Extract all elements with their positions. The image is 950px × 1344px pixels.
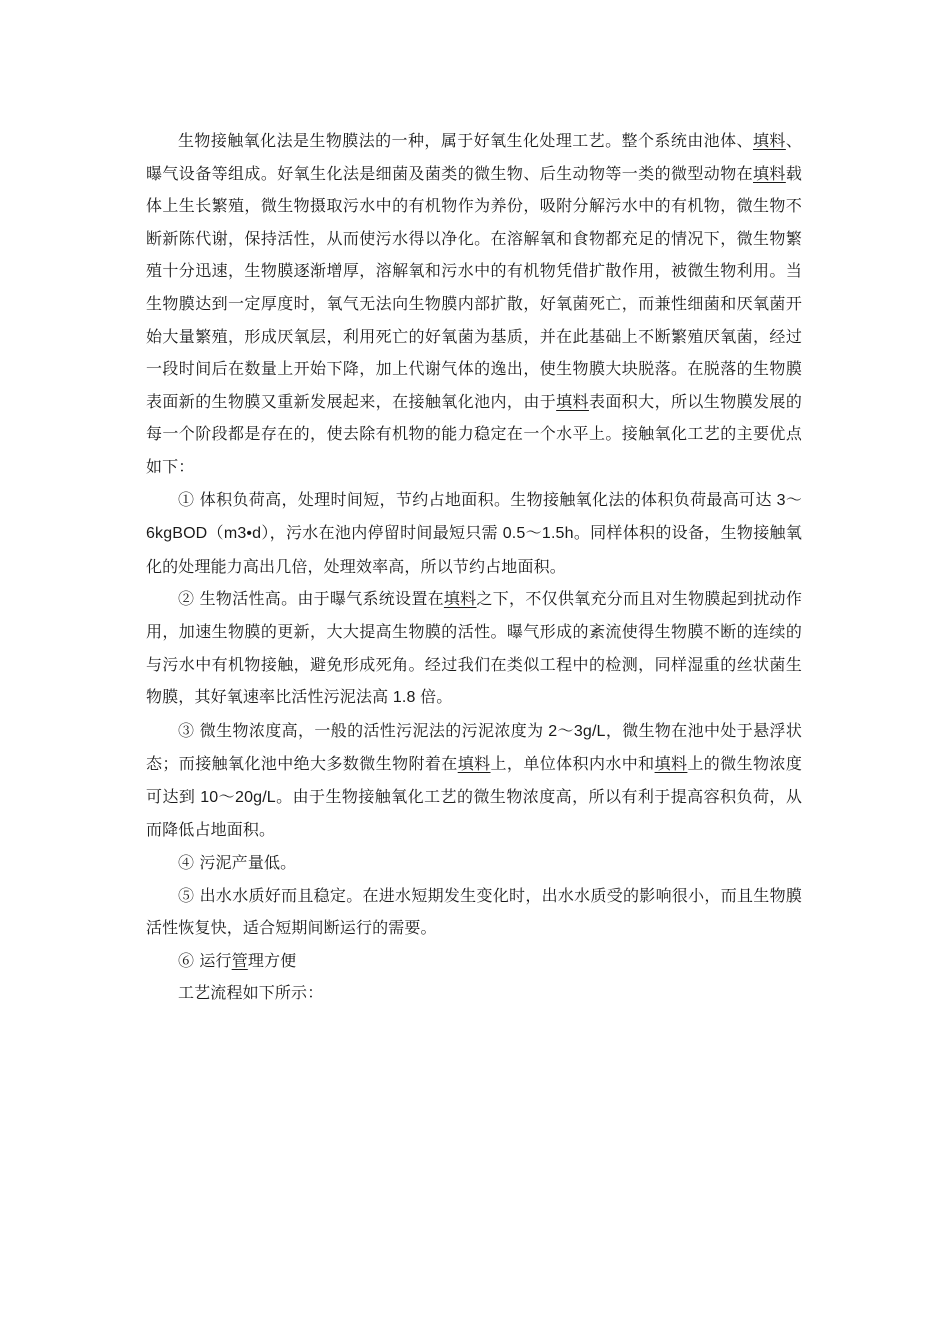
text-segment: 之下，不仅供氧充分而且对生物膜起到扰动作用，加速生物膜的更新，大大提高生物膜的活性。曝气形成的紊流使得生物膜不断的连续的与污水中有机物接触，避免形成死角。经过我们在类似工程中的检测，同样湿重的丝状菌生物膜，其好氧速率比活性污泥法高 (146, 589, 802, 707)
text-segment: 上，单位体积内水中和 (490, 754, 655, 774)
text-segment: ，污水在池内停留时间最短只需 (269, 523, 498, 543)
paragraph-process-flow-intro (146, 977, 802, 1010)
paragraph-advantage-1 (146, 484, 802, 584)
text-segment: 。由于生物接触氧化工艺的微生物浓度高，所以有利于提高容积负荷，从而降低占地面积。 (146, 786, 802, 840)
text-segment: 。同样体积的设备，生物接触氧化的处理能力高出几倍，处理效率高，所以节约占地面积。 (146, 523, 802, 576)
text-segment: 上的微生物浓度可达到 (146, 754, 802, 806)
underlined-term: 填料 (654, 754, 688, 774)
paragraph-advantage-5 (146, 880, 802, 945)
text-segment: 载体上生长繁殖，微生物摄取污水中的有机物作为养份，吸附分解污水中的有机物，微生物不断新陈代谢，保持活性，从而使污水得以净化。在溶解氧和食物都充足的情况下，微生物繁殖十分迅速，生物膜逐渐增厚，溶解氧和污水中的有机物凭借扩散作用，被微生物利用。当生物膜达到一定厚度时，氧气无法向生物膜内部扩散，好氧菌死亡，而兼性细菌和厌氧菌开始大量繁殖，形成厌氧层，利用死亡的好氧菌为基质，并在此基础上不断繁殖厌氧菌，经过一段时间后在数量上开始下降，加上代谢气体的逸出，使生物膜大块脱落。在脱落的生物膜表面新的生物膜又重新发展起来，在接触氧化池内，由于 (146, 163, 802, 411)
numeric-value: 0.5～1.5h (497, 525, 574, 543)
underlined-term: 填料 (752, 131, 786, 150)
text-segment: ④ 污泥产量低。 (178, 853, 297, 873)
underlined-term: 管 (231, 950, 248, 970)
text-segment: ⑥ 运行 (178, 950, 232, 970)
paragraph-advantage-6 (146, 945, 802, 978)
text-segment: 、曝气设备等组成。好氧生化法是细菌及菌类的微生物、后生动物等一类的微型动物在 (146, 131, 802, 183)
text-segment: ，微生物在池中处于悬浮状态；而接触氧化池中绝大多数微生物附着在 (146, 720, 802, 774)
underlined-term: 填料 (443, 589, 477, 609)
paragraph-intro (146, 125, 802, 484)
text-segment: 工艺流程如下所示： (178, 983, 324, 1003)
paragraph-advantage-4 (146, 847, 802, 880)
paragraph-advantage-3 (146, 715, 802, 847)
numeric-value: 2～3g/L (543, 722, 606, 740)
text-segment: ① 体积负荷高，处理时间短，节约占地面积。生物接触氧化法的体积负荷最高可达 (178, 489, 772, 509)
text-segment: 理方便 (247, 950, 297, 970)
text-segment: 倍。 (420, 687, 453, 707)
text-segment: ⑤ 出水水质好而且稳定。在进水短期发生变化时，出水水质受的影响很小，而且生物膜活性恢复快，适合短期间断运行的需要。 (146, 885, 802, 938)
numeric-value: 3～6kgBOD（m3•d） (146, 491, 802, 543)
numeric-value: 1.8 (388, 689, 421, 707)
underlined-term: 填料 (556, 391, 589, 411)
text-segment: ③ 微生物浓度高，一般的活性污泥法的污泥浓度为 (178, 720, 544, 740)
underlined-term: 填料 (753, 163, 786, 183)
paragraph-advantage-2 (146, 583, 802, 714)
underlined-term: 填料 (457, 754, 491, 774)
text-segment: ② 生物活性高。由于曝气系统设置在 (178, 589, 444, 609)
text-segment: 生物接触氧化法是生物膜法的一种，属于好氧生化处理工艺。整个系统由池体、 (178, 131, 753, 150)
text-segment: 表面积大，所以生物膜发展的每一个阶段都是存在的，使去除有机物的能力稳定在一个水平上。接触氧化工艺的主要优点如下： (146, 391, 802, 476)
numeric-value: 10～20g/L (195, 788, 276, 806)
document-body (146, 125, 802, 1010)
